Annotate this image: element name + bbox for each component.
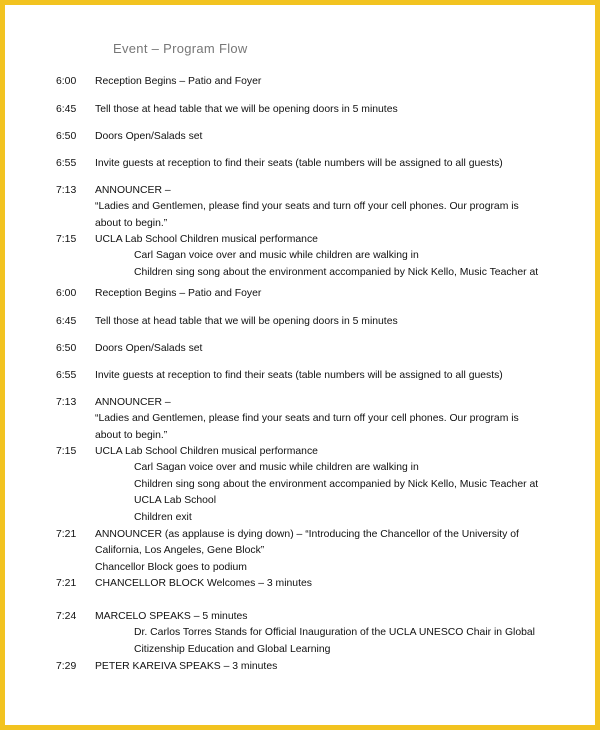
document-page [5, 5, 595, 725]
program-time: 6:45 [56, 316, 77, 327]
program-time: 6:55 [56, 370, 77, 381]
program-text: about to begin.” [95, 218, 168, 229]
document-title: Event – Program Flow [113, 41, 248, 56]
program-text: Tell those at head table that we will be opening doors in 5 minutes [95, 316, 398, 327]
program-text: Citizenship Education and Global Learning [134, 644, 331, 655]
program-text: Children sing song about the environment accompanied by Nick Kello, Music Teacher at [134, 479, 539, 490]
program-text: “Ladies and Gentlemen, please find your seats and turn off your cell phones. Our program is [95, 201, 519, 212]
program-text: “Ladies and Gentlemen, please find your seats and turn off your cell phones. Our program is [95, 413, 519, 424]
program-time: 6:50 [56, 343, 77, 354]
program-time: 6:55 [56, 158, 77, 169]
program-text: ANNOUNCER – [95, 397, 171, 408]
program-text: UCLA Lab School Children musical performance [95, 446, 318, 457]
program-time: 7:15 [56, 446, 77, 457]
program-text: PETER KAREIVA SPEAKS – 3 minutes [95, 661, 278, 672]
program-text: Reception Begins – Patio and Foyer [95, 288, 262, 299]
program-time: 6:00 [56, 288, 77, 299]
program-text: Doors Open/Salads set [95, 343, 203, 354]
program-time: 6:45 [56, 104, 77, 115]
program-time: 6:50 [56, 131, 77, 142]
program-text: UCLA Lab School [134, 495, 217, 506]
program-text: Dr. Carlos Torres Stands for Official Inauguration of the UCLA UNESCO Chair in Global [134, 627, 535, 638]
program-text: Chancellor Block goes to podium [95, 562, 247, 573]
program-text: UCLA Lab School Children musical performance [95, 234, 318, 245]
program-text: Children sing song about the environment accompanied by Nick Kello, Music Teacher at [134, 267, 539, 278]
program-text: about to begin.” [95, 430, 168, 441]
program-time: 7:21 [56, 578, 77, 589]
program-text: Invite guests at reception to find their seats (table numbers will be assigned to all guests) [95, 158, 503, 169]
program-text: Invite guests at reception to find their seats (table numbers will be assigned to all guests) [95, 370, 503, 381]
program-text: Tell those at head table that we will be opening doors in 5 minutes [95, 104, 398, 115]
program-text: Children exit [134, 512, 192, 523]
program-time: 7:29 [56, 661, 77, 672]
program-time: 7:13 [56, 397, 77, 408]
program-text: ANNOUNCER – [95, 185, 171, 196]
program-text: California, Los Angeles, Gene Block” [95, 545, 265, 556]
program-text: CHANCELLOR BLOCK Welcomes – 3 minutes [95, 578, 312, 589]
program-text: MARCELO SPEAKS – 5 minutes [95, 611, 248, 622]
program-time: 7:13 [56, 185, 77, 196]
program-time: 7:15 [56, 234, 77, 245]
program-time: 7:24 [56, 611, 77, 622]
program-text: ANNOUNCER (as applause is dying down) – “Introducing the Chancellor of the University of [95, 529, 519, 540]
program-time: 7:21 [56, 529, 77, 540]
program-time: 6:00 [56, 76, 77, 87]
program-text: Carl Sagan voice over and music while children are walking in [134, 250, 419, 261]
program-text: Reception Begins – Patio and Foyer [95, 76, 262, 87]
program-text: Doors Open/Salads set [95, 131, 203, 142]
program-text: Carl Sagan voice over and music while children are walking in [134, 462, 419, 473]
